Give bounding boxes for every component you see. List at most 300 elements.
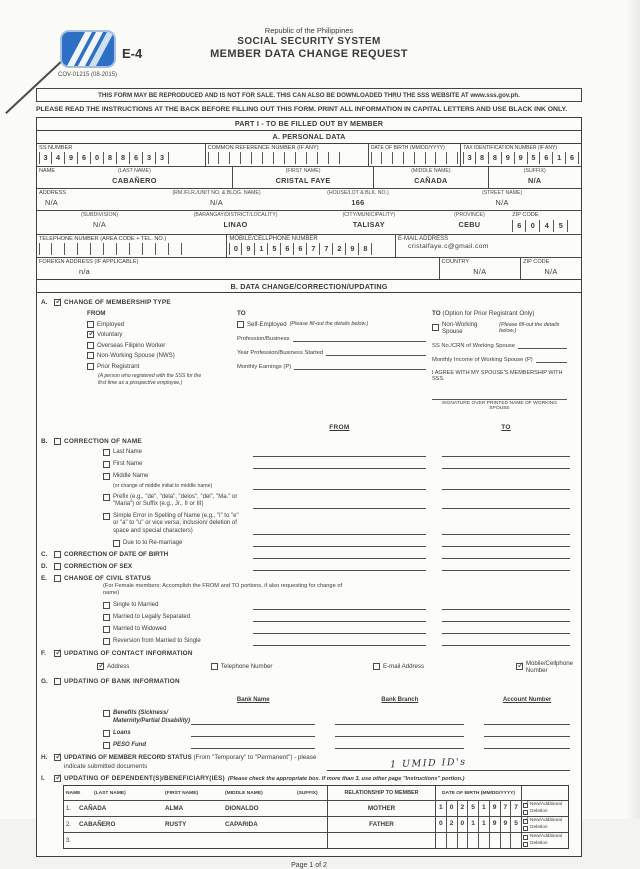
mobile-field [227, 235, 396, 258]
contact-address-checkbox [97, 663, 104, 670]
ofw-checkbox [87, 342, 94, 349]
nws-label: Non-Working Spouse (NWS) [97, 352, 175, 360]
section-c-checkbox [54, 551, 61, 558]
profession-label: Profession/Business [237, 335, 290, 342]
section-b-letter: B. [41, 437, 48, 445]
province-label: (PROVINCE) [454, 212, 485, 219]
digit-cell [117, 243, 130, 255]
membership-from-voluntary [87, 331, 237, 338]
digit-cell: 0 [436, 817, 447, 832]
section-a-letter: A. [41, 299, 48, 307]
peso-bank-name-line [191, 741, 315, 749]
remarriage-label: Due to to Re-marriage [123, 539, 183, 546]
contact-email-option [373, 660, 516, 674]
self-employed-label: Self-Employed [247, 320, 287, 328]
section-i-checkbox [54, 775, 61, 782]
digit-cell [241, 152, 252, 164]
benefits-bank-name-line [191, 717, 315, 725]
digit-cell [329, 152, 340, 164]
dep2-dob-cells [436, 817, 521, 832]
digit-cell [479, 833, 490, 848]
section-h-note: (From "Temporary" to "Permanent") - please indicate submitted documents [64, 754, 317, 770]
digit-cell: 6 [540, 152, 553, 164]
section-a-title: CHANGE OF MEMBERSHIP TYPE [64, 299, 171, 307]
peso-fund-label: PESO Fund [113, 741, 146, 748]
civil2-to-line [442, 614, 570, 622]
dep1-new-label: New/Additional [530, 802, 562, 808]
address-field [37, 189, 140, 210]
spouse-ssn-field [432, 342, 567, 349]
form-code: E-4 [122, 46, 143, 61]
membership-from-ofw [87, 342, 237, 349]
digit-cell: 4 [52, 152, 65, 164]
loans-bank-name-line [191, 729, 315, 737]
digit-cell: 7 [307, 243, 320, 255]
single-to-married-label: Single to Married [113, 602, 159, 609]
membership-from-prior [87, 363, 237, 370]
zip-cells [512, 220, 579, 232]
digit-cell [230, 152, 241, 164]
street-label: (STREET NAME) [481, 190, 523, 197]
middle-name-change-label: Middle Name [113, 472, 149, 479]
prior-registrant-checkbox [87, 363, 94, 370]
section-g-letter: G. [41, 677, 48, 685]
married-to-widowed-label: Married to Widowed [113, 626, 167, 633]
dep3-new-label: New/Additional [530, 834, 562, 840]
dep2-new-checkbox [523, 819, 528, 824]
section-f-title: UPDATING OF CONTACT INFORMATION [64, 649, 193, 657]
section-f-letter: F. [41, 649, 46, 657]
header-country: Republic of the Philippines [264, 26, 354, 35]
personal-data-bar: A. PERSONAL DATA [37, 131, 581, 144]
dep1-deletion-label: Deletion [530, 808, 548, 814]
digit-cell [263, 152, 274, 164]
digit-cell: 6 [130, 152, 143, 164]
to2-nws-note: (Please fill-out the details below.) [499, 321, 560, 334]
profession-field [237, 335, 426, 342]
handwritten-documents: 1 UMID ID's [390, 757, 467, 771]
ss-number-label: SS NUMBER [39, 144, 73, 151]
digit-cell: 0 [91, 152, 104, 164]
dep2-relationship: FATHER [328, 817, 436, 832]
remarriage-to-line [442, 539, 570, 547]
digit-cell [426, 152, 437, 164]
form-body [36, 117, 582, 858]
middle-name-to-line [442, 482, 570, 490]
fromto-headers [41, 416, 573, 434]
last-name-to-line [442, 449, 570, 457]
remarriage-from-line [253, 539, 426, 547]
benefits-bank-branch-line [335, 717, 464, 725]
first-name-change-checkbox [103, 461, 110, 468]
zip-field [510, 211, 581, 234]
middle-name-field [374, 167, 488, 188]
fromto-from-header: FROM [329, 423, 350, 431]
last-name-change-checkbox [103, 449, 110, 456]
first-name-field [233, 167, 374, 188]
dep2-options [522, 817, 568, 832]
bank-branch-header: Bank Branch [381, 696, 419, 703]
dob-to-line [442, 551, 570, 559]
benefits-account-line [484, 717, 570, 725]
digit-cell: 3 [39, 152, 52, 164]
page-title: MEMBER DATA CHANGE REQUEST [210, 48, 408, 60]
dep-lastname-header: (LAST NAME) [94, 790, 126, 796]
country-label: COUNTRY [441, 259, 470, 266]
dep2-lastname: CABAÑERO [79, 821, 116, 829]
reproduction-notice: THIS FORM MAY BE REPRODUCED AND IS NOT FOR SALE. THIS CAN ALSO BE DOWNLOADED THRU THE SSS WEBSITE AT www.sss.gov.ph. [36, 88, 582, 102]
digit-cell: 1 [436, 801, 447, 816]
unit-bldg-label: (RM./FLR./UNIT NO. & BLDG. NAME) [172, 190, 261, 197]
digit-cell: 3 [463, 152, 476, 164]
profession-line [293, 335, 426, 342]
section-a-head [41, 299, 573, 306]
contact-email-label: E-mail Address [383, 663, 425, 671]
monthly-earnings-label: Monthly Earnings (P) [237, 363, 292, 370]
tin-field [461, 144, 581, 167]
spouse-signature-block [432, 392, 567, 411]
prefix-from-line [253, 501, 426, 509]
dependent-row-3 [64, 832, 568, 848]
digit-cell [130, 243, 143, 255]
house-blk-field [293, 189, 424, 210]
unit-bldg-field [140, 189, 292, 210]
prefix-suffix-checkbox [103, 494, 110, 501]
street-field [423, 189, 581, 210]
section-e-head [41, 575, 573, 582]
civil-reversion-row [41, 638, 573, 646]
page-edge-shadow [626, 0, 640, 819]
membership-from-employed [87, 321, 237, 328]
digit-cell [104, 243, 117, 255]
spelling-error-checkbox [103, 513, 110, 520]
digit-cell [274, 152, 285, 164]
city-field [309, 211, 429, 234]
digit-cell: 0 [458, 817, 469, 832]
digit-cell: 8 [359, 243, 372, 255]
digit-cell: 9 [65, 152, 78, 164]
dep3-dob-cells [436, 833, 521, 848]
digit-cell: 9 [490, 817, 501, 832]
part1-bar: PART I - TO BE FILLED OUT BY MEMBER [37, 118, 581, 131]
digit-cell: 1 [479, 801, 490, 816]
section-c-letter: C. [41, 551, 48, 559]
last-name-label: (LAST NAME) [118, 168, 151, 175]
street-value: N/A [495, 197, 509, 207]
dep1-relationship: MOTHER [328, 801, 436, 816]
first-name-value: CRISTAL FAYE [275, 175, 331, 185]
digit-cell: 6 [294, 243, 307, 255]
digit-cell [511, 833, 521, 848]
middle-name-from-line [253, 482, 426, 490]
digit-cell [436, 833, 447, 848]
dep1-lastname: CAÑADA [79, 805, 107, 813]
dependents-table [63, 785, 569, 849]
spouse-agreement-text: I AGREE WITH MY SPOUSE'S MEMBERSHIP WITH SSS. [432, 369, 563, 382]
subdivision-label: (SUBDIVISION) [81, 212, 118, 219]
section-d-checkbox [54, 563, 61, 570]
digit-cell [371, 152, 382, 164]
name-label: NAME [39, 168, 56, 175]
digit-cell: 3 [143, 152, 156, 164]
house-blk-value: 166 [351, 197, 365, 207]
city-label: (CITY/MUNICIPALITY) [342, 212, 396, 219]
digit-cell: 8 [489, 152, 502, 164]
digit-cell [91, 243, 104, 255]
digit-cell [296, 152, 307, 164]
correction-last-name-row [41, 449, 573, 457]
digit-cell [39, 243, 52, 255]
foreign-address-label: FOREIGN ADDRESS (IF APPLICABLE) [39, 259, 139, 266]
province-value: CEBU [458, 219, 481, 229]
dep-middlename-header: (MIDDLE NAME) [225, 790, 263, 796]
section-i-title: UPDATING OF DEPENDENT(S)/BENEFICIARY(IES) [64, 775, 225, 783]
digit-cell [447, 152, 458, 164]
zip-label: ZIP CODE [512, 212, 539, 219]
digit-cell: 1 [479, 817, 490, 832]
to2-header-note: (Option for Prior Registrant Only) [442, 310, 535, 318]
dob-cells [371, 152, 458, 164]
last-name-field [37, 167, 233, 188]
spouse-income-line [536, 356, 567, 363]
first-name-from-line [253, 461, 426, 469]
digit-cell [468, 833, 479, 848]
digit-cell: 6 [566, 152, 579, 164]
address-label: ADDRESS [39, 190, 67, 197]
ss-number-cells [39, 152, 203, 164]
digit-cell: 9 [515, 152, 528, 164]
digit-cell [143, 243, 156, 255]
digit-cell [65, 243, 78, 255]
digit-cell: 1 [255, 243, 268, 255]
digit-cell: 9 [490, 801, 501, 816]
first-name-change-label: First Name [113, 461, 143, 468]
civil3-from-line [253, 626, 426, 634]
dob-from-line [253, 551, 426, 559]
crn-label: COMMON REFERENCE NUMBER (IF ANY) [207, 144, 319, 151]
subdivision-value: N/A [93, 219, 107, 229]
self-employed-note: (Please fill-out the details below.) [289, 321, 369, 328]
correction-first-name-row [41, 461, 573, 469]
section-g-checkbox [54, 678, 61, 685]
country-value: N/A [473, 266, 487, 276]
personal-row-numbers [37, 144, 581, 168]
married-to-separated-label: Married to Legally Separated [113, 614, 191, 621]
digit-cell: 7 [514, 804, 518, 812]
dep2-firstname: RUSTY [165, 821, 187, 829]
self-employed-checkbox [237, 321, 244, 328]
prefix-to-line [442, 501, 570, 509]
mobile-cells [229, 243, 393, 255]
spouse-signature-caption: SIGNATURE OVER PRINTED NAME OF WORKING SPOUSE [441, 400, 558, 411]
digit-cell: 2 [333, 243, 346, 255]
contact-telephone-checkbox [211, 663, 218, 670]
section-a-checkbox [54, 299, 61, 306]
section-g-title: UPDATING OF BANK INFORMATION [64, 677, 180, 685]
civil4-from-line [253, 638, 426, 646]
digit-cell: 5 [554, 220, 568, 232]
barangay-label: (BARANGAY/DISTRICT/LOCALITY) [193, 212, 278, 219]
to2-nws-label: Non-Working Spouse [442, 320, 478, 335]
dep1-middlename: DIONALDO [225, 805, 259, 813]
dob-label: DATE OF BIRTH (MM/DD/YYYY) [370, 144, 445, 151]
peso-account-line [484, 741, 570, 749]
loans-account-line [484, 729, 570, 737]
dep3-deletion-checkbox [523, 842, 528, 847]
voluntary-label: Voluntary [97, 331, 123, 339]
membership-from-nws [87, 352, 237, 359]
dep-name-header: NAME [66, 790, 81, 796]
single-to-married-checkbox [103, 602, 110, 609]
sss-logo-icon [60, 30, 116, 68]
data-change-bar: B. DATA CHANGE/CORRECTION/UPDATING [37, 280, 581, 293]
dep3-new-checkbox [523, 835, 528, 840]
personal-row-foreign [37, 258, 581, 280]
digit-cell: 9 [242, 243, 255, 255]
middle-name-change-note: (or change of middle initial to middle name) [113, 483, 213, 490]
middle-name-value: CAÑADA [414, 175, 448, 185]
digit-cell: 9 [502, 152, 515, 164]
spelling-error-label: Simple Error in Spelling of Name (e.g., "i" to "e" or "a" to "u" or vice versa; inclusion/ deletion of space and special characters) [113, 512, 239, 534]
city-value: TALISAY [352, 219, 385, 229]
digit-cell [252, 152, 263, 164]
digit-cell: 5 [268, 243, 281, 255]
email-field [396, 235, 581, 258]
section-h-checkbox [54, 754, 61, 761]
digit-cell [382, 152, 393, 164]
digit-cell [219, 152, 230, 164]
membership-to2-nws [432, 321, 573, 335]
digit-cell [52, 243, 65, 255]
civil1-to-line [442, 602, 570, 610]
dep2-number: 2. [66, 821, 72, 828]
submitted-documents-line [327, 759, 570, 771]
section-e-letter: E. [41, 575, 48, 583]
ss-number-field [37, 144, 206, 167]
digit-cell [318, 152, 329, 164]
digit-cell [307, 152, 318, 164]
country-field [440, 258, 522, 279]
contact-mobile-option [516, 660, 573, 674]
section-c-title: CORRECTION OF DATE OF BIRTH [64, 551, 169, 559]
section-i-note: (Please check the appropriate box. If more than 3, use other page "Instructions" portion.) [227, 775, 465, 782]
employed-label: Employed [97, 320, 125, 328]
spouse-ssn-label: SS No./CRN of Working Spouse [432, 342, 516, 349]
dep-dob-header: DATE OF BIRTH (MM/DD/YYYY) [442, 790, 515, 796]
section-i-head [41, 775, 573, 782]
digit-cell [490, 833, 501, 848]
digit-cell: 0 [447, 801, 458, 816]
fromto-to-header: TO [501, 423, 511, 431]
suffix-value: N/A [528, 175, 542, 185]
year-started-label: Year Profession/Business Started [237, 349, 324, 356]
to-column-header: TO [237, 310, 246, 318]
digit-cell: 1 [468, 817, 479, 832]
dep2-new-label: New/Additional [530, 818, 562, 824]
civil-legally-separated-row [41, 614, 573, 622]
bank-loans-label: Loans [113, 729, 131, 736]
digit-cell: 0 [526, 220, 540, 232]
section-d-letter: D. [41, 563, 48, 571]
dep3-relationship [328, 833, 436, 848]
digit-cell [393, 152, 404, 164]
year-started-line [326, 349, 426, 356]
address-value: N/A [45, 197, 59, 207]
section-h-title: UPDATING OF MEMBER RECORD STATUS [64, 754, 192, 762]
from-column-header: FROM [87, 310, 106, 318]
province-field [429, 211, 511, 234]
crn-cells [208, 152, 366, 164]
last-name-from-line [253, 449, 426, 457]
reversion-checkbox [103, 638, 110, 645]
employed-checkbox [87, 321, 94, 328]
civil3-to-line [442, 626, 570, 634]
civil-single-married-row [41, 602, 573, 610]
married-to-separated-checkbox [103, 614, 110, 621]
bank-benefits-checkbox [103, 710, 110, 717]
foreign-zip-label: ZIP CODE [523, 259, 550, 266]
dep-suffix-header: (SUFFIX) [297, 790, 318, 796]
spouse-ssn-line [518, 342, 567, 349]
personal-row-address [37, 189, 581, 211]
digit-cell [415, 152, 426, 164]
year-started-field [237, 349, 426, 356]
tin-cells [463, 152, 579, 164]
nws-checkbox [87, 352, 94, 359]
section-e-note: (For Female members: Accomplish the FROM and TO portions, if also requesting for change of name) [103, 583, 343, 597]
telephone-cells [39, 243, 224, 255]
spelling-to-line [442, 527, 570, 535]
digit-cell: 6 [512, 220, 526, 232]
section-f-head [41, 650, 573, 657]
unit-bldg-value: N/A [209, 197, 224, 207]
digit-cell: 0 [229, 243, 242, 255]
dep3-number: 3. [66, 837, 72, 844]
membership-to-self-employed [237, 321, 432, 328]
digit-cell: 4 [540, 220, 554, 232]
dep3-options [522, 833, 568, 848]
loans-bank-branch-line [335, 729, 464, 737]
dep3-deletion-label: Deletion [530, 840, 548, 846]
section-i-letter: I. [41, 775, 45, 783]
contact-options-row [97, 660, 573, 674]
digit-cell: 8 [104, 152, 117, 164]
digit-cell [78, 243, 91, 255]
bank-benefits-row [41, 710, 573, 726]
membership-columns [87, 308, 573, 411]
first-name-label: (FIRST NAME) [285, 168, 321, 175]
digit-cell: 5 [468, 801, 479, 816]
contact-address-label: Address [107, 663, 130, 671]
section-d-title: CORRECTION OF SEX [64, 563, 133, 571]
sex-from-line [253, 563, 426, 571]
reversion-label: Reversion from Married to Single [113, 638, 201, 645]
foreign-address-value: n/a [79, 266, 91, 276]
section-g-head [41, 678, 573, 685]
email-label: E-MAIL ADDRESS [398, 235, 449, 242]
fill-instructions: PLEASE READ THE INSTRUCTIONS AT THE BACK BEFORE FILLING OUT THIS FORM. PRINT ALL INFORMATION IN CAPITAL LETTERS AND USE BLACK INK ONLY. [36, 106, 568, 113]
dep-relationship-header: RELATIONSHIP TO MEMBER [328, 786, 436, 800]
foreign-zip-value: N/A [544, 266, 558, 276]
bank-columns-header [41, 688, 573, 706]
prior-registrant-label: Prior Registrant [97, 362, 140, 370]
crn-field [206, 144, 369, 167]
section-b-checkbox [54, 438, 61, 445]
suffix-field [489, 167, 581, 188]
first-name-to-line [442, 461, 570, 469]
section-f-checkbox [54, 650, 61, 657]
digit-cell: 5 [514, 820, 518, 828]
